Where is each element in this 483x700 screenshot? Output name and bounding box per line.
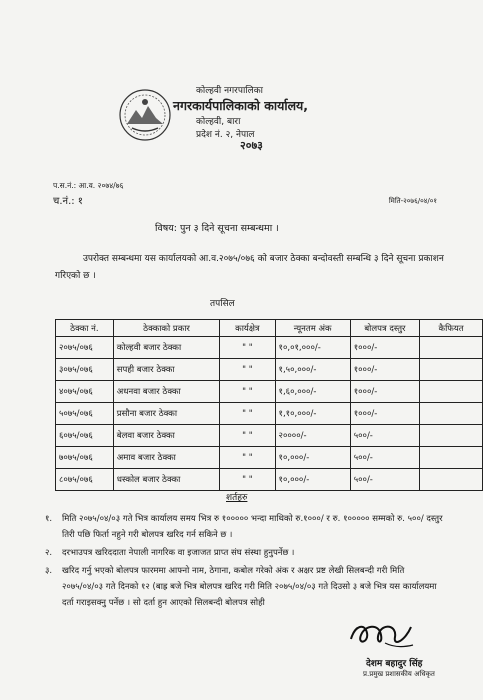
cell-contract-type: धस्कोल बजार ठेक्का — [113, 469, 219, 491]
patra-sankhya: प.स.नं.: आ.व. २०७४/७६ — [53, 181, 124, 190]
condition-item — [45, 545, 445, 561]
table-row — [56, 425, 483, 447]
subject-line: विषय: पुन ३ दिने सूचना सम्बन्धमा । — [155, 223, 279, 234]
condition-number: १. — [45, 514, 53, 524]
nepal-emblem-icon — [118, 88, 172, 142]
cell-tender-fee: १०००/- — [350, 337, 419, 359]
cell-tender-fee: १०००/- — [350, 403, 419, 425]
contracts-table — [55, 319, 483, 491]
cell-remarks — [420, 403, 483, 425]
table-row — [56, 447, 483, 469]
table-row — [56, 359, 483, 381]
year-stamp: २०७३ — [240, 139, 263, 152]
cell-remarks — [420, 337, 483, 359]
office-title: नगरकार्यपालिकाको कार्यालय, — [173, 98, 309, 113]
office-location: कोल्हवी, बारा — [196, 117, 241, 127]
cell-remarks — [420, 425, 483, 447]
condition-number: ३. — [45, 566, 53, 576]
col-contract-type: ठेक्काको प्रकार — [113, 320, 219, 337]
province: प्रदेश नं. २, नेपाल — [196, 130, 255, 140]
cell-contract-type: सपही बजार ठेक्का — [113, 359, 219, 381]
table-row — [56, 381, 483, 403]
cell-contract-no: २०७५/०७६ — [56, 337, 114, 359]
cell-remarks — [420, 469, 483, 491]
cell-contract-type: बेलवा बजार ठेक्का — [113, 425, 219, 447]
cell-min-amount: १,६०,०००/- — [275, 381, 350, 403]
cell-tender-fee: १०००/- — [350, 359, 419, 381]
condition-text: खरिद गर्नु भएको बोलपत्र फारममा आफ्नो नाम, ठेगाना, कबोल गरेको अंक र अक्षर प्रष्ट लेखी सिलबन्दी गरी मिति २०७५/०४/०३ गते दिनको १२ (बाह्र बजे भित्र बोलपत्र खरिद गरी मिति २०७५/०४/०३ गते दिउसो ३ बजे भित्र यस कार्यालयमा दर्ता गराइसक्नु पर्नेछ । सो दर्ता हुन आएको सिलबन्दी बोलपत्र सोही — [62, 566, 437, 608]
cell-contract-type: कोल्हवी बजार ठेक्का — [113, 337, 219, 359]
cell-area: " " — [220, 425, 275, 447]
table-header-row — [56, 320, 483, 337]
cell-contract-no: ३०७५/०७६ — [56, 359, 114, 381]
cell-remarks — [420, 381, 483, 403]
cell-tender-fee: ५००/- — [350, 469, 419, 491]
table-row — [56, 337, 483, 359]
cell-contract-no: ७०७५/०७६ — [56, 447, 114, 469]
cell-tender-fee: ५००/- — [350, 447, 419, 469]
body-paragraph: उपरोक्त सम्बन्धमा यस कार्यालयको आ.व.२०७५/०७६ को बजार ठेक्का बन्दोवस्ती सम्बन्धि ३ दिने सूचना प्रकाशन गरिएको छ । — [55, 254, 444, 281]
signatory-name: देशम बहादुर सिंह — [366, 659, 423, 669]
cell-tender-fee: १०००/- — [350, 381, 419, 403]
col-contract-no: ठेक्का नं. — [56, 320, 114, 337]
cell-area: " " — [220, 447, 275, 469]
table-title: तपसिल — [210, 299, 235, 309]
cell-remarks — [420, 447, 483, 469]
cell-contract-no: ५०७५/०७६ — [56, 403, 114, 425]
signatory-title: प्र.प्रमुख प्रशासकीय अधिकृत — [363, 670, 435, 678]
cell-tender-fee: ५००/- — [350, 425, 419, 447]
municipality-name: कोल्हवी नगरपालिका — [196, 86, 263, 96]
cell-min-amount: १०,०००/- — [275, 447, 350, 469]
condition-text: दरभाउपत्र खरिददाता नेपाली नागरिक वा इजाजत प्राप्त संघ संस्था हुनुपर्नेछ । — [62, 548, 295, 558]
cell-min-amount: १०,०००/- — [275, 469, 350, 491]
cell-area: " " — [220, 359, 275, 381]
chalani-number: च.नं.: १ — [53, 196, 84, 207]
cell-min-amount: २००००/- — [275, 425, 350, 447]
cell-area: " " — [220, 337, 275, 359]
cell-contract-type: अमाव बजार ठेक्का — [113, 447, 219, 469]
condition-number: २. — [45, 548, 53, 558]
col-tender-fee: बोलपत्र दस्तुर — [350, 320, 419, 337]
conditions-title: शर्तहरु — [226, 493, 248, 503]
col-min-amount: न्यूनतम अंक — [275, 320, 350, 337]
table-row — [56, 403, 483, 425]
cell-contract-type: प्रसौना बजार ठेक्का — [113, 403, 219, 425]
condition-item — [45, 511, 445, 543]
cell-contract-no: ४०७५/०७६ — [56, 381, 114, 403]
cell-remarks — [420, 359, 483, 381]
cell-contract-no: ६०७५/०७६ — [56, 425, 114, 447]
cell-min-amount: १,१०,०००/- — [275, 403, 350, 425]
letter-date: मिति-२०७६/०४/०१ — [388, 197, 437, 205]
cell-area: " " — [220, 403, 275, 425]
cell-area: " " — [220, 381, 275, 403]
table-row — [56, 469, 483, 491]
cell-min-amount: १,५०,०००/- — [275, 359, 350, 381]
condition-text: मिति २०७५/०४/०३ गते भित्र कार्यालय समय भित्र रु १००००० भन्दा माथिको रु.१०००/ र रु. १००००० सम्मको रु. ५००/ दस्तुर तिरी पछि फिर्ता नहुने गरी बोलपत्र खरिद गर्न सकिने छ । — [62, 514, 443, 540]
signature-mark — [345, 617, 417, 651]
cell-contract-type: अधनवा बजार ठेक्का — [113, 381, 219, 403]
col-area: कार्यक्षेत्र — [220, 320, 275, 337]
cell-contract-no: ८०७५/०७६ — [56, 469, 114, 491]
cell-area: " " — [220, 469, 275, 491]
col-remarks: कैफियत — [420, 320, 483, 337]
cell-min-amount: १०,०१,०००/- — [275, 337, 350, 359]
condition-item — [45, 563, 445, 611]
